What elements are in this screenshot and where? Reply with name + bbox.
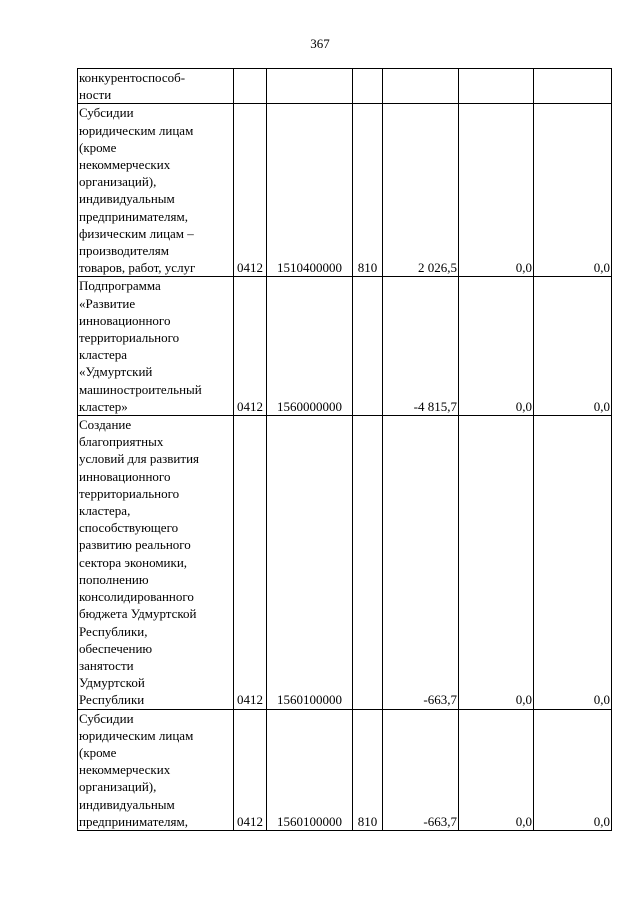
table-row xyxy=(78,104,612,277)
table-row xyxy=(78,277,612,416)
amount-3: 0,0 xyxy=(534,104,612,277)
amount-2: 0,0 xyxy=(459,416,534,709)
amount-3: 0,0 xyxy=(534,416,612,709)
expense-type-code xyxy=(353,416,383,709)
amount-1: -4 815,7 xyxy=(383,277,459,416)
expense-type-code: 810 xyxy=(353,104,383,277)
amount-1 xyxy=(383,69,459,104)
amount-2: 0,0 xyxy=(459,104,534,277)
expense-type-code: 810 xyxy=(353,709,383,830)
section-code: 0412 xyxy=(234,416,267,709)
row-name: Создание благоприятных условий для развития инновационного территориального кластера, способствующего развитию реального сектора экономики, пополнению консолидированного бюджета Удмуртской Республики, обеспечению занятости Удмуртской Республики xyxy=(78,416,234,709)
amount-2: 0,0 xyxy=(459,277,534,416)
target-article-code: 1510400000 xyxy=(267,104,353,277)
section-code: 0412 xyxy=(234,709,267,830)
amount-3: 0,0 xyxy=(534,277,612,416)
table-row xyxy=(78,416,612,709)
table-row xyxy=(78,709,612,830)
row-name: конкурентоспособ- ности xyxy=(78,69,234,104)
amount-3 xyxy=(534,69,612,104)
table-row xyxy=(78,69,612,104)
amount-1: -663,7 xyxy=(383,709,459,830)
row-name: Субсидии юридическим лицам (кроме некоммерческих организаций), индивидуальным предпринимателям, физическим лицам – производителям товаров, работ, услуг xyxy=(78,104,234,277)
section-code: 0412 xyxy=(234,277,267,416)
amount-2: 0,0 xyxy=(459,709,534,830)
target-article-code: 1560100000 xyxy=(267,709,353,830)
row-name: Подпрограмма «Развитие инновационного территориального кластера «Удмуртский машиностроительный кластер» xyxy=(78,277,234,416)
amount-1: -663,7 xyxy=(383,416,459,709)
page-number: 367 xyxy=(310,36,330,51)
target-article-code xyxy=(267,69,353,104)
budget-table xyxy=(77,68,612,831)
amount-1: 2 026,5 xyxy=(383,104,459,277)
target-article-code: 1560100000 xyxy=(267,416,353,709)
amount-3: 0,0 xyxy=(534,709,612,830)
row-name: Субсидии юридическим лицам (кроме некоммерческих организаций), индивидуальным предпринимателям, xyxy=(78,709,234,830)
expense-type-code xyxy=(353,277,383,416)
amount-2 xyxy=(459,69,534,104)
target-article-code: 1560000000 xyxy=(267,277,353,416)
expense-type-code xyxy=(353,69,383,104)
section-code: 0412 xyxy=(234,104,267,277)
section-code xyxy=(234,69,267,104)
